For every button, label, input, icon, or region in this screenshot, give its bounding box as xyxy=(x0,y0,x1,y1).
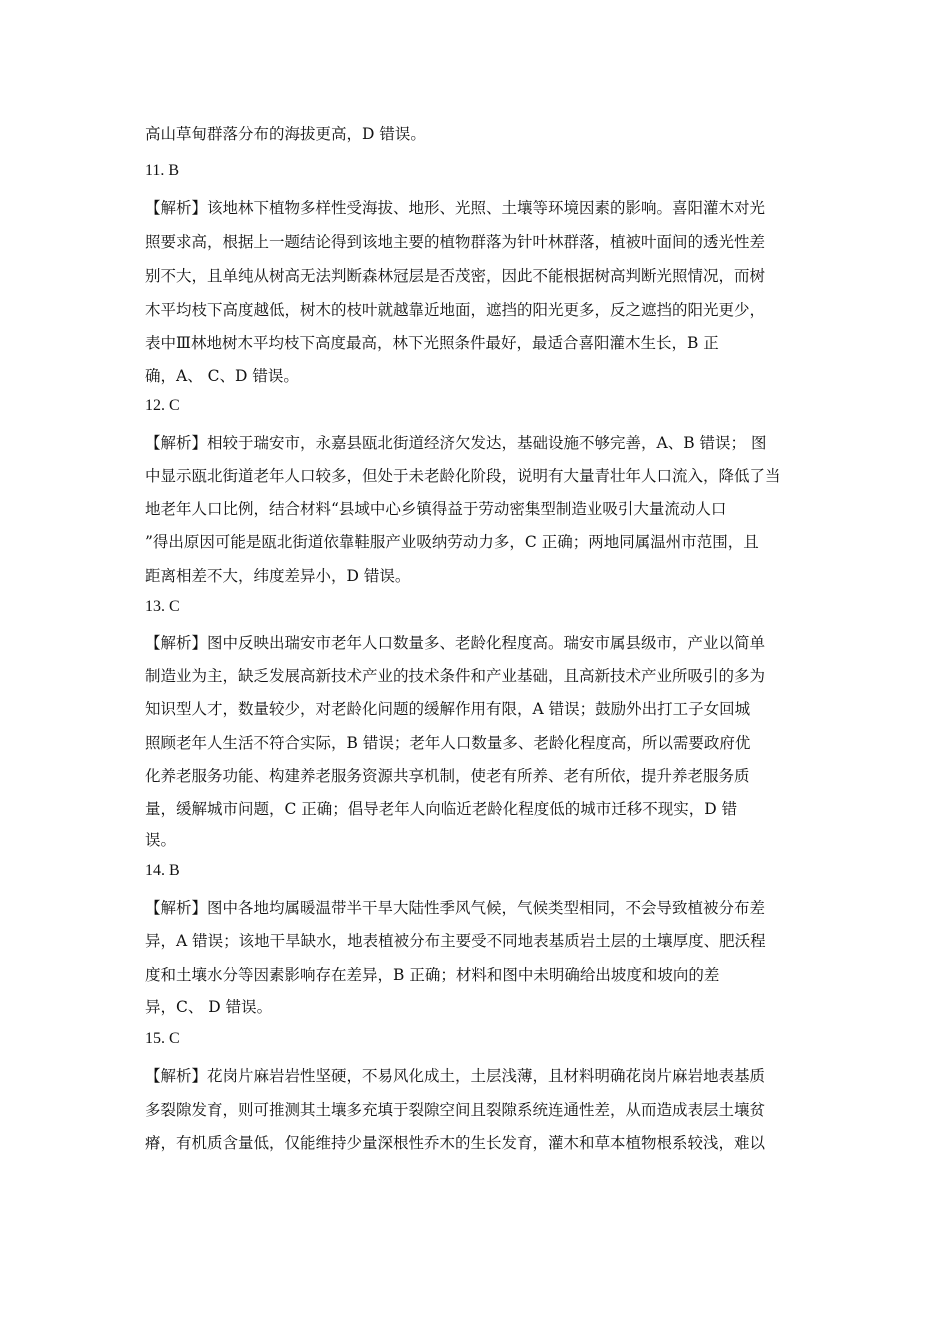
answer-13-number: 13. C xyxy=(145,598,180,615)
answer-14-number: 14. B xyxy=(145,862,180,879)
continuation-line: 高山草甸群落分布的海拔更高，D 错误。 xyxy=(145,125,426,143)
answer-15-number: 15. C xyxy=(145,1030,180,1047)
answer-12-number: 12. C xyxy=(145,397,180,414)
answer-15-line: 多裂隙发育，则可推测其土壤多充填于裂隙空间且裂隙系统连通性差，从而造成表层土壤贫 xyxy=(145,1101,766,1119)
answer-15-line: 【解析】花岗片麻岩岩性坚硬，不易风化成土，土层浅薄，且材料明确花岗片麻岩地表基质 xyxy=(145,1067,766,1085)
answer-13-line: 【解析】图中反映出瑞安市老年人口数量多、老龄化程度高。瑞安市属县级市，产业以简单 xyxy=(145,634,766,652)
answer-13-line: 误。 xyxy=(145,831,177,849)
answer-12-line: 中显示瓯北街道老年人口较多，但处于未老龄化阶段，说明有大量青壮年人口流入，降低了当 xyxy=(145,467,781,485)
answer-13-line: 量，缓解城市问题，C 正确；倡导老年人向临近老龄化程度低的城市迁移不现实，D 错 xyxy=(145,800,738,818)
answer-11-line: 确，A、 C、D 错误。 xyxy=(145,367,299,385)
answer-14-line: 异，C、 D 错误。 xyxy=(145,998,273,1016)
answer-11-line: 别不大，且单纯从树高无法判断森林冠层是否茂密，因此不能根据树高判断光照情况，而树 xyxy=(145,267,766,285)
answer-11-line: 照要求高，根据上一题结论得到该地主要的植物群落为针叶林群落，植被叶面间的透光性差 xyxy=(145,233,766,251)
answer-12-line: 地老年人口比例，结合材料“县域中心乡镇得益于劳动密集型制造业吸引大量流动人口 xyxy=(145,500,727,518)
answer-11-line: 木平均枝下高度越低，树木的枝叶就越靠近地面，遮挡的阳光更多，反之遮挡的阳光更少， xyxy=(145,301,766,319)
answer-13-line: 照顾老年人生活不符合实际，B 错误；老年人口数量多、老龄化程度高，所以需要政府优 xyxy=(145,734,751,752)
answer-13-line: 化养老服务功能、构建养老服务资源共享机制，使老有所养、老有所依，提升养老服务质 xyxy=(145,767,750,785)
answer-12-line: 【解析】相较于瑞安市，永嘉县瓯北街道经济欠发达，基础设施不够完善，A、B 错误； 图 xyxy=(145,434,767,452)
answer-11-line: 表中Ⅲ林地树木平均枝下高度最高，林下光照条件最好，最适合喜阳灌木生长，B 正 xyxy=(145,334,719,352)
answer-11-line: 【解析】该地林下植物多样性受海拔、地形、光照、土壤等环境因素的影响。喜阳灌木对光 xyxy=(145,199,766,217)
answer-12-line: ”得出原因可能是瓯北街道依靠鞋服产业吸纳劳动力多，C 正确；两地同属温州市范围，且 xyxy=(145,533,759,551)
answer-15-line: 瘠，有机质含量低，仅能维持少量深根性乔木的生长发育，灌木和草本植物根系较浅，难以 xyxy=(145,1134,766,1152)
answer-14-line: 异，A 错误；该地干旱缺水，地表植被分布主要受不同地表基质岩土层的土壤厚度、肥沃程 xyxy=(145,932,766,950)
answer-14-line: 【解析】图中各地均属暖温带半干旱大陆性季风气候，气候类型相同，不会导致植被分布差 xyxy=(145,899,766,917)
answer-12-line: 距离相差不大，纬度差异小，D 错误。 xyxy=(145,567,411,585)
answer-13-line: 制造业为主，缺乏发展高新技术产业的技术条件和产业基础，且高新技术产业所吸引的多为 xyxy=(145,667,766,685)
answer-13-line: 知识型人才，数量较少，对老龄化问题的缓解作用有限，A 错误；鼓励外出打工子女回城 xyxy=(145,700,751,718)
answer-11-number: 11. B xyxy=(145,162,180,179)
answer-14-line: 度和土壤水分等因素影响存在差异，B 正确；材料和图中未明确给出坡度和坡向的差 xyxy=(145,966,720,984)
